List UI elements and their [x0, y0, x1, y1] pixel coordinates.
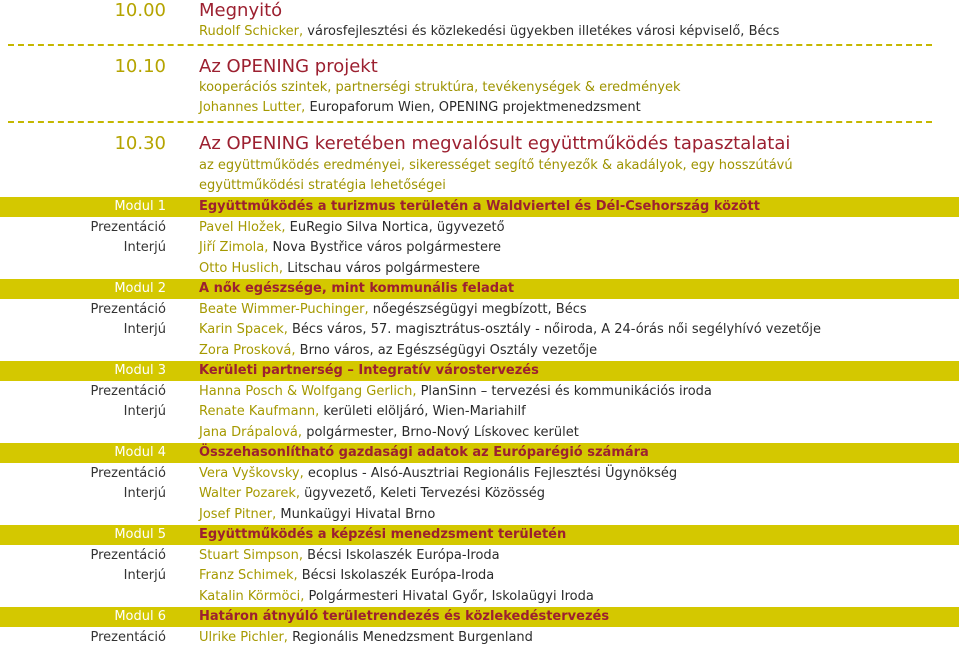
speaker-role: kerületi elöljáró, Wien-Mariahilf — [323, 404, 526, 419]
speaker-role: PlanSinn – tervezési és kommunikációs iroda — [420, 383, 712, 399]
speaker-name: Katalin Körmöci, — [199, 588, 305, 604]
module-title: A nők egészsége, mint kommunális feladat — [199, 281, 515, 296]
module-title: Határon átnyúló területrendezés és közlekedéstervezés — [199, 609, 610, 624]
speaker-line — [199, 486, 545, 501]
speaker-line — [199, 261, 480, 276]
speaker-line — [199, 425, 579, 440]
speaker-role: Nova Bystřice város polgármestere — [272, 240, 502, 255]
speaker-line — [199, 100, 641, 115]
session-title: Megnyitó — [199, 0, 283, 21]
module-label: Modul 2 — [114, 281, 166, 296]
row-type-label: Prezentáció — [90, 465, 166, 481]
module-title: Kerületi partnerség – Integratív várostervezés — [199, 363, 539, 378]
speaker-name: Zora Prosková, — [199, 342, 296, 358]
speaker-role: Bécsi Iskolaszék Európa-Iroda — [301, 568, 495, 583]
speaker-name: Otto Huslich, — [199, 260, 284, 276]
speaker-role: Regionális Menedzsment Burgenland — [292, 629, 533, 645]
session-time: 10.10 — [114, 56, 166, 77]
speaker-name: Beate Wimmer-Puchinger, — [199, 301, 369, 317]
speaker-line — [199, 630, 533, 645]
speaker-line — [199, 240, 501, 255]
row-type-label: Interjú — [123, 568, 166, 583]
speaker-name: Walter Pozarek, — [199, 486, 301, 501]
speaker-name: Ulrike Pichler, — [199, 629, 288, 645]
speaker-role: Polgármesteri Hivatal Győr, Iskolaügyi Iroda — [308, 588, 594, 604]
module-label: Modul 3 — [114, 363, 166, 378]
session-title: Az OPENING projekt — [199, 56, 378, 77]
speaker-name: Jiří Zimola, — [199, 240, 269, 255]
row-type-label: Prezentáció — [90, 301, 166, 317]
row-type-label: Prezentáció — [90, 219, 166, 235]
speaker-role: Litschau város polgármestere — [287, 260, 480, 276]
module-label: Modul 4 — [114, 445, 166, 460]
speaker-role: városfejlesztési és közlekedési ügyekben illetékes városi képviselő, Bécs — [307, 24, 780, 39]
speaker-role: Bécsi Iskolaszék Európa-Iroda — [307, 547, 500, 563]
row-type-label: Prezentáció — [90, 629, 166, 645]
module-title: Együttműködés a turizmus területén a Waldviertel és Dél-Csehország között — [199, 199, 760, 214]
speaker-role: nőegészségügyi megbízott, Bécs — [372, 301, 587, 317]
speaker-role: Bécs város, 57. magisztrátus-osztály - nőiroda, A 24-órás női segélyhívó vezetője — [292, 322, 821, 337]
row-type-label: Interjú — [123, 486, 166, 501]
speaker-line — [199, 302, 587, 317]
speaker-role: ügyvezető, Keleti Tervezési Közösség — [304, 486, 546, 501]
row-type-label: Prezentáció — [90, 547, 166, 563]
speaker-line — [199, 589, 594, 604]
speaker-name: Josef Pitner, — [199, 506, 277, 522]
speaker-line — [199, 404, 526, 419]
speaker-name: Johannes Lutter, — [199, 100, 306, 115]
speaker-role: Europaforum Wien, OPENING projektmenedzsment — [309, 100, 641, 115]
row-type-label: Interjú — [123, 322, 166, 337]
speaker-line — [199, 220, 505, 235]
row-type-label: Interjú — [123, 404, 166, 419]
speaker-name: Hanna Posch & Wolfgang Gerlich, — [199, 383, 417, 399]
speaker-line — [199, 24, 779, 39]
speaker-role: Brno város, az Egészségügyi Osztály vezetője — [299, 342, 598, 358]
row-type-label: Interjú — [123, 240, 166, 255]
speaker-line — [199, 568, 494, 583]
speaker-name: Vera Vyškovsky, — [199, 465, 304, 481]
module-label: Modul 1 — [114, 199, 166, 214]
speaker-line — [199, 548, 500, 563]
speaker-role: EuRegio Silva Nortica, ügyvezető — [289, 219, 505, 235]
row-type-label: Prezentáció — [90, 383, 166, 399]
divider — [8, 121, 932, 123]
module-title: Együttműködés a képzési menedzsment területén — [199, 527, 567, 542]
session-time: 10.00 — [114, 0, 166, 21]
speaker-line — [199, 384, 712, 399]
speaker-name: Rudolf Schicker, — [199, 24, 304, 39]
speaker-name: Renate Kaufmann, — [199, 404, 320, 419]
module-label: Modul 5 — [114, 527, 166, 542]
divider — [8, 44, 932, 46]
speaker-line — [199, 343, 597, 358]
speaker-name: Jana Drápalová, — [199, 424, 303, 440]
speaker-line — [199, 322, 821, 337]
module-label: Modul 6 — [114, 609, 166, 624]
speaker-line — [199, 466, 677, 481]
session-subtitle: együttműködési stratégia lehetőségei — [199, 178, 446, 193]
speaker-name: Karin Spacek, — [199, 322, 288, 337]
module-title: Összehasonlítható gazdasági adatok az Európarégió számára — [199, 445, 649, 460]
speaker-role: Munkaügyi Hivatal Brno — [280, 506, 436, 522]
session-time: 10.30 — [114, 133, 166, 154]
speaker-role: polgármester, Brno-Nový Lískovec kerület — [306, 424, 579, 440]
speaker-name: Stuart Simpson, — [199, 547, 304, 563]
speaker-name: Franz Schimek, — [199, 568, 298, 583]
speaker-line — [199, 507, 435, 522]
session-subtitle: az együttműködés eredményei, sikerességet segítő tényezők & akadályok, egy hosszútávú — [199, 158, 793, 173]
speaker-name: Pavel Hložek, — [199, 219, 286, 235]
session-title: Az OPENING keretében megvalósult együttműködés tapasztalatai — [199, 133, 791, 154]
speaker-role: ecoplus - Alsó-Ausztriai Regionális Fejlesztési Ügynökség — [307, 465, 678, 481]
session-subtitle: kooperációs szintek, partnerségi struktúra, tevékenységek & eredmények — [199, 80, 681, 95]
